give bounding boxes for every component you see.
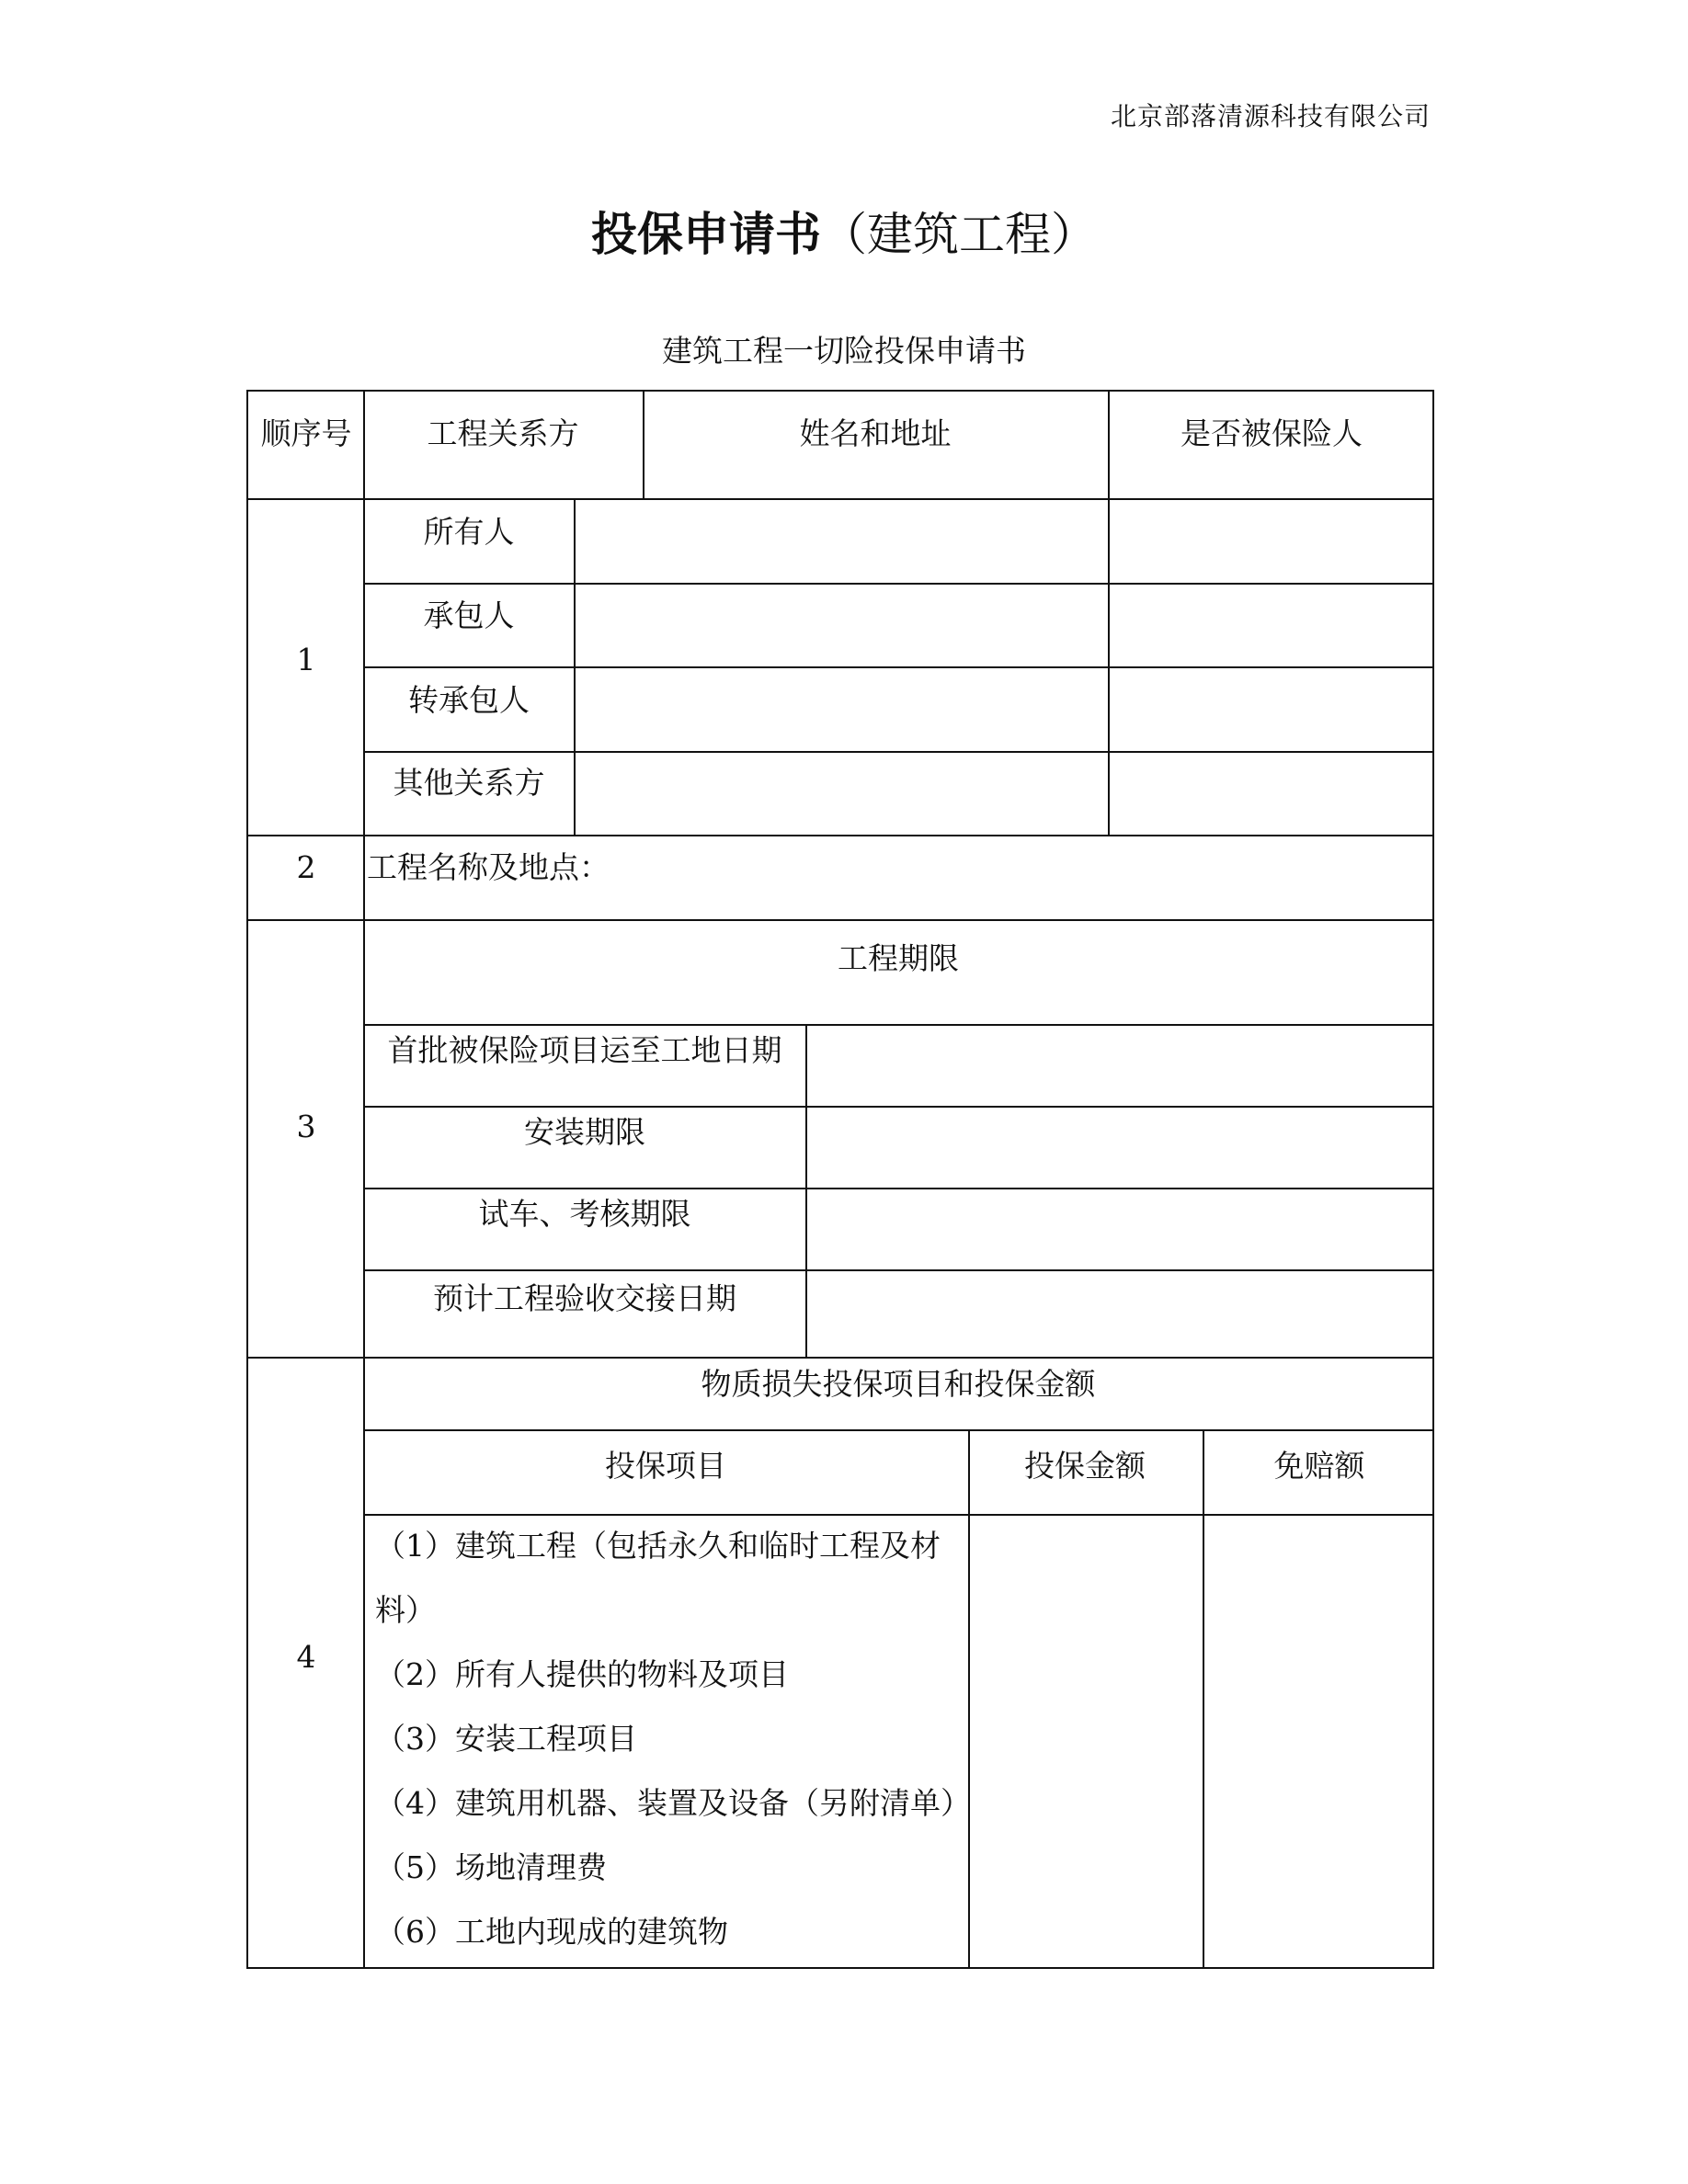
- rule-subcontractor-bottom: [363, 751, 1434, 753]
- insured-item: 料）: [375, 1592, 436, 1628]
- rule-loss-heading-bottom: [363, 1429, 1434, 1431]
- insured-item: （1）建筑工程（包括永久和临时工程及材: [375, 1528, 941, 1564]
- insured-item: （6）工地内现成的建筑物: [375, 1914, 728, 1950]
- party-contractor: 承包人: [423, 597, 515, 633]
- party-owner: 所有人: [423, 514, 515, 550]
- rule-header-bottom: [248, 498, 1434, 500]
- insured-items-list: [375, 1514, 973, 1964]
- insured-item: （5）场地清理费: [375, 1849, 607, 1885]
- rule-period-row1-bottom: [363, 1106, 1434, 1108]
- period-first-delivery-date: 首批被保险项目运至工地日期: [387, 1032, 782, 1068]
- rule-contractor-bottom: [363, 666, 1434, 668]
- document-title-main: 投保申请书: [591, 208, 821, 261]
- rule-section3-bottom: [248, 1357, 1434, 1359]
- header-party: 工程关系方: [427, 415, 579, 451]
- period-installation: 安装期限: [524, 1114, 645, 1150]
- section4-seq: 4: [296, 1639, 316, 1675]
- rule-period-row3-bottom: [363, 1269, 1434, 1271]
- section1-seq: 1: [296, 642, 316, 677]
- document-title-suffix: （建筑工程）: [821, 208, 1097, 261]
- insured-item: （3）安装工程项目: [375, 1721, 637, 1757]
- document-title: [0, 198, 1688, 264]
- rule-period-heading-bottom: [363, 1024, 1434, 1026]
- header-name-address: 姓名和地址: [799, 415, 952, 451]
- party-other: 其他关系方: [393, 765, 545, 801]
- form-subtitle: 建筑工程一切险投保申请书: [662, 333, 1026, 369]
- rule-section1-bottom: [248, 835, 1434, 836]
- section3-seq: 3: [296, 1109, 316, 1144]
- insured-item: （4）建筑用机器、装置及设备（另附清单）: [375, 1785, 971, 1821]
- project-period-heading: 工程期限: [838, 940, 959, 976]
- rule-owner-bottom: [363, 583, 1434, 585]
- rule-header-party-right: [643, 392, 644, 498]
- project-name-location-label: 工程名称及地点：: [367, 849, 610, 885]
- party-subcontractor: 转承包人: [408, 682, 530, 718]
- col-deductible: 免赔额: [1273, 1448, 1365, 1484]
- period-acceptance-date: 预计工程验收交接日期: [433, 1280, 736, 1316]
- rule-section2-bottom: [248, 919, 1434, 921]
- material-loss-heading: 物质损失投保项目和投保金额: [701, 1366, 1096, 1402]
- rule-seq-column: [363, 392, 365, 1969]
- header-insured: 是否被保险人: [1180, 415, 1363, 451]
- col-insured-item: 投保项目: [605, 1448, 726, 1484]
- rule-name-right: [1108, 392, 1110, 835]
- rule-party-right: [574, 498, 576, 835]
- rule-amount-right: [1203, 1429, 1204, 1969]
- rule-period-label-right: [805, 1024, 807, 1357]
- period-trial-test: 试车、考核期限: [478, 1196, 691, 1232]
- rule-period-row2-bottom: [363, 1188, 1434, 1189]
- col-insured-amount: 投保金额: [1024, 1448, 1146, 1484]
- section2-seq: 2: [296, 849, 316, 885]
- header-seq: 顺序号: [260, 415, 352, 451]
- insured-item: （2）所有人提供的物料及项目: [375, 1656, 789, 1692]
- company-name: 北京部落清源科技有限公司: [1110, 101, 1431, 131]
